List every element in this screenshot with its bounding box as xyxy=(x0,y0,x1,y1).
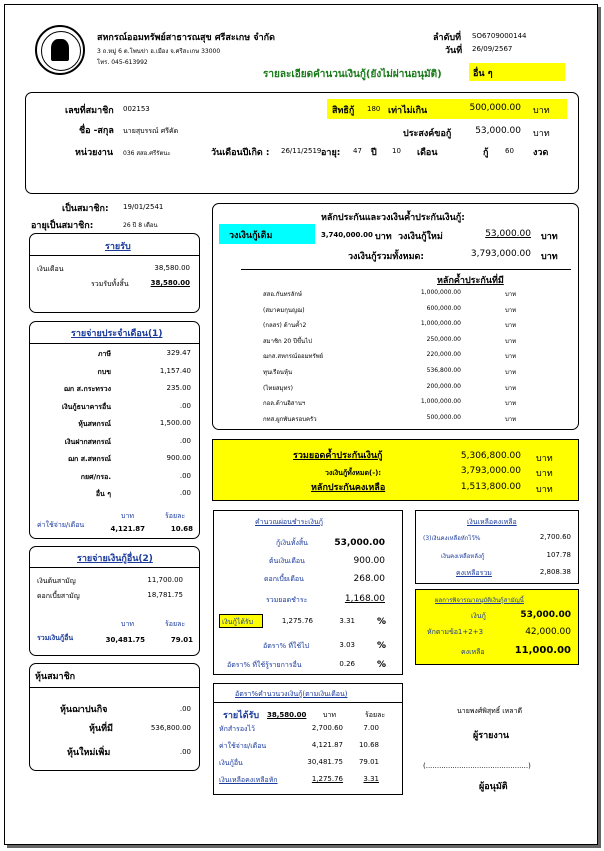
approver-signature-line: (..............................................) xyxy=(423,762,531,770)
right-amount: 500,000.00 xyxy=(469,103,521,113)
shares-owned: 536,800.00 xyxy=(150,724,191,732)
ratio-income-label: รายได้รับ xyxy=(223,711,260,721)
loan-type-badge: อื่น ๆ xyxy=(469,63,565,81)
loan-total-less-label: วงเงินกู้ทั้งหมด(-): xyxy=(325,469,382,477)
ratio-row-pct: 7.00 xyxy=(363,724,379,732)
birth-date: 26/11/2519 xyxy=(281,147,322,155)
guarantee-sum-baht: บาท xyxy=(536,454,553,464)
pct-sign: % xyxy=(377,617,387,627)
cremation-shares-label: หุ้นฌาปนกิจ xyxy=(60,705,108,715)
age-year-unit: ปี xyxy=(371,148,377,158)
shares-owned-label: หุ้นที่มี xyxy=(89,724,113,734)
right-num: 180 xyxy=(367,105,381,113)
divider xyxy=(29,567,200,568)
expense-row-value: .00 xyxy=(179,471,191,480)
periods-unit: งวด xyxy=(533,148,549,158)
loan-periods-label: กู้ xyxy=(483,148,489,158)
shares-title: หุ้นสมาชิก xyxy=(35,672,76,682)
collateral-label: สสอ.กันทรลักษ์ xyxy=(263,291,303,298)
date-value: 26/09/2567 xyxy=(472,45,513,53)
net-reserved: 2,700.60 xyxy=(539,533,571,541)
calc-used: 3.03 xyxy=(339,641,355,649)
total-loan-amount: 3,793,000.00 xyxy=(470,249,531,259)
ratio-row-pct: 10.68 xyxy=(358,741,379,749)
net-reserved-label: (3)เงินคงเหลือหักไว้% xyxy=(423,535,481,542)
pct-sign: % xyxy=(377,660,387,670)
divider xyxy=(213,702,403,703)
expense-row-value: .00 xyxy=(179,489,191,497)
collateral-label: สมาชิก 20 ปีขึ้นไป xyxy=(263,337,312,345)
collateral-value: 1,000,000.00 xyxy=(420,289,461,296)
expense-row-label: กบข xyxy=(97,367,111,376)
expense-title: รายจ่ายประจำเดือน(1) xyxy=(71,329,163,339)
income-total: 38,580.00 xyxy=(150,279,190,287)
new-loan-amount: 53,000.00 xyxy=(485,229,531,239)
expense-sum: 4,121.87 xyxy=(110,525,145,533)
want-amount: 53,000.00 xyxy=(475,126,521,136)
ratio-row-pct: 79.01 xyxy=(358,758,379,766)
expense-row-label: ภาษี xyxy=(97,350,111,358)
expense-pct-header: ร้อยละ xyxy=(165,512,186,520)
expense-row-label: ฌก ส.กระทรวง xyxy=(63,385,111,393)
approver-role: ผู้อนุมัติ xyxy=(479,782,508,792)
ratio-income: 38,580.00 xyxy=(267,711,307,719)
expense-baht-header: บาท xyxy=(121,512,134,520)
ratio-row-value: 30,481.75 xyxy=(307,758,343,766)
approval-loan: 53,000.00 xyxy=(520,610,571,620)
collateral-label: (กลสร) ด้านค้ำ2 xyxy=(263,322,307,330)
membership-age-label: อายุเป็นสมาชิก: xyxy=(31,221,94,231)
member-name: นายสุบรรณ์ ศรีคัด xyxy=(123,127,179,135)
collateral-value: 1,000,000.00 xyxy=(420,320,461,328)
ratio-row-value: 2,700.60 xyxy=(311,724,343,732)
interest-label: ดอกเบี้ยสามัญ xyxy=(37,592,80,600)
old-loan-label: วงเงินกู้เดิม xyxy=(219,224,315,244)
calc-used-label: อัตรา% ที่ใช้ไป xyxy=(263,642,310,650)
cooperative-seal-logo xyxy=(35,25,85,75)
salary-value: 38,580.00 xyxy=(154,264,190,272)
ratio-pct-header: ร้อยละ xyxy=(365,711,386,719)
other-loan-sum: 30,481.75 xyxy=(105,636,145,644)
salary-label: เงินเดือน xyxy=(37,265,64,273)
expense-row-value: 329.47 xyxy=(166,349,191,357)
remaining-value: 1,513,800.00 xyxy=(460,482,521,492)
date-label: วันที่ xyxy=(445,46,463,56)
ratio-row-label: เงินกู้อื่น xyxy=(219,759,243,767)
other-loan-pct-header: ร้อยละ xyxy=(165,620,186,628)
collateral-label: กอล.ด้านอิสานฯ xyxy=(263,400,306,408)
total-loan-baht: บาท xyxy=(541,252,558,262)
collateral-label: ทุนเรือนหุ้น xyxy=(263,369,293,376)
age-month-unit: เดือน xyxy=(417,148,438,158)
unit-label: หน่วยงาน xyxy=(75,148,114,158)
age-label: อายุ: xyxy=(321,148,341,158)
expense-sum-pct: 10.68 xyxy=(170,525,193,533)
approval-deduct: 42,000.00 xyxy=(525,627,571,637)
old-loan-amount: 3,740,000.00 xyxy=(321,231,373,239)
ratio-title: อัตรา%คำนวนวงเงินกู้(ตามเงินเดือน) xyxy=(235,690,348,698)
collateral-label: กทส.ผูกพันครอบครัว xyxy=(263,415,317,423)
name-label: ชื่อ -สกุล xyxy=(79,126,114,136)
since-label: เป็นสมาชิก: xyxy=(62,204,109,214)
loan-calculation-sheet xyxy=(4,4,598,845)
member-unit: 036 สสอ.ศรีรัตนะ xyxy=(123,150,171,157)
expense-row-value: 900.00 xyxy=(166,454,191,462)
principal-value: 11,700.00 xyxy=(147,576,183,584)
divider xyxy=(29,255,200,256)
member-since: 19/01/2541 xyxy=(123,203,164,211)
collateral-baht: บาท xyxy=(505,384,517,392)
expense-row-label: เงินกู้ธนาคารอื่น xyxy=(61,402,111,411)
net-title: เงินเหลือคงเหลือ xyxy=(467,518,517,526)
collateral-label: ฌกส.สหกรณ์ออมทรัพย์ xyxy=(263,353,324,361)
want-label: ประสงค์ขอกู้ xyxy=(403,129,452,139)
expense-row-label: เงินฝากสหกรณ์ xyxy=(64,437,111,446)
right-baht: บาท xyxy=(533,106,550,116)
collateral-title: หลักค้ำประกันที่มี xyxy=(437,276,504,286)
collateral-baht: บาท xyxy=(505,337,517,345)
net-total-label: คงเหลือรวม xyxy=(456,569,492,577)
calc-other: 0.26 xyxy=(339,660,355,668)
right-label: สิทธิกู้ xyxy=(332,106,355,116)
new-shares-label: หุ้นใหม่เพิ่ม xyxy=(67,748,111,758)
member-no: 002153 xyxy=(123,105,150,113)
collateral-baht: บาท xyxy=(505,322,517,330)
old-loan-baht: บาท xyxy=(375,232,392,242)
pct-sign: % xyxy=(377,641,387,651)
divider xyxy=(241,269,571,270)
ratio-baht-header: บาท xyxy=(323,711,336,719)
document-title: รายละเอียดคำนวนเงินกู้(ยังไม่ผ่านอนุมัติ) xyxy=(263,69,442,80)
collateral-value: 220,000.00 xyxy=(426,351,461,359)
interest-value: 18,781.75 xyxy=(147,591,183,599)
age-months: 10 xyxy=(392,147,401,155)
guarantee-title: หลักประกันและวงเงินค้ำประกันเงินกู้: xyxy=(321,213,465,223)
divider xyxy=(29,343,200,344)
expense-row-value: .00 xyxy=(179,436,191,445)
right-mult: เท่าไม่เกิน xyxy=(388,106,428,116)
principal-label: เงินต้นสามัญ xyxy=(37,577,76,585)
guarantee-sum-label: รวมยอดค้ำประกันเงินกู้ xyxy=(293,451,383,461)
collateral-baht: บาท xyxy=(505,353,517,361)
loan-periods: 60 xyxy=(505,147,514,155)
other-loan-title: รายจ่ายเงินกู้อื่น(2) xyxy=(77,554,153,564)
collateral-value: 200,000.00 xyxy=(426,382,461,390)
collateral-baht: บาท xyxy=(505,400,517,408)
other-loan-sum-label: รวมเงินกู้อื่น xyxy=(37,634,74,642)
ratio-row-pct: 3.31 xyxy=(363,775,379,783)
ratio-row-label: หักสำรองไว้ xyxy=(219,725,255,733)
expense-sum-label: ค่าใช้จ่าย/เดือน xyxy=(37,521,85,529)
approval-net: 11,000.00 xyxy=(514,645,571,656)
income-title: รายรับ xyxy=(105,242,131,252)
other-loan-baht-header: บาท xyxy=(121,620,134,628)
calc-pay: 1,168.00 xyxy=(344,594,385,604)
reporter-name: นายพงศ์พิสุทธิ์ เหลาดี xyxy=(457,707,523,715)
member-no-label: เลขที่สมาชิก xyxy=(65,106,114,116)
calc-title: คำนวณผ่อนชำระเงินกู้ xyxy=(255,518,323,526)
income-total-label: รวมรับทั้งสิ้น xyxy=(91,280,129,288)
calc-received: 1,275.76 xyxy=(281,617,313,625)
ratio-row-label: เงินเหลือคงเหลือหัก xyxy=(219,776,278,784)
calc-pay-label: รวมยอดชำระ xyxy=(266,596,308,604)
org-name: สหกรณ์ออมทรัพย์สาธารณสุข ศรีสะเกษ จำกัด xyxy=(97,33,275,43)
loan-total-less-baht: บาท xyxy=(536,469,553,479)
calc-total-label: กู้เงินทั้งสิ้น xyxy=(276,539,308,547)
collateral-value: 250,000.00 xyxy=(426,335,461,343)
expense-row-label: หุ้นสหกรณ์ xyxy=(78,420,111,428)
membership-age: 26 ปี 8 เดือน xyxy=(123,222,158,229)
calc-total: 53,000.00 xyxy=(334,538,385,548)
expense-row-value: 235.00 xyxy=(166,384,191,392)
expense-row-value: 1,500.00 xyxy=(159,419,191,427)
other-loan-sum-pct: 79.01 xyxy=(170,636,193,644)
expense-row-label: ฌก ส.สหกรณ์ xyxy=(68,455,111,463)
cremation-shares: .00 xyxy=(179,705,191,713)
collateral-baht: บาท xyxy=(505,415,517,423)
expense-row-value: 1,157.40 xyxy=(159,366,191,375)
guarantee-sum: 5,306,800.00 xyxy=(460,451,521,461)
total-loan-label: วงเงินกู้รวมทั้งหมด: xyxy=(348,252,424,262)
remaining-baht: บาท xyxy=(536,485,553,495)
collateral-baht: บาท xyxy=(505,291,517,298)
calc-received-label: เงินกู้ได้รับ xyxy=(219,614,263,628)
collateral-baht: บาท xyxy=(505,369,517,376)
net-after: 107.78 xyxy=(546,551,571,559)
age-years: 47 xyxy=(353,147,362,155)
expense-row-label: อื่น ๆ xyxy=(95,490,111,498)
expense-row-value: .00 xyxy=(179,401,191,410)
new-loan-baht: บาท xyxy=(541,232,558,242)
calc-interest: 268.00 xyxy=(353,574,385,584)
new-shares: .00 xyxy=(179,748,191,756)
ratio-row-value: 4,121.87 xyxy=(311,741,343,749)
org-phone: โทร. 045-613992 xyxy=(97,59,148,66)
approval-deduct-label: หักตามข้อ1+2+3 xyxy=(427,628,484,636)
calc-received-pct: 3.31 xyxy=(339,617,355,625)
org-address: 3 ถ.หมู่ 6 ต.โพนข่า อ.เมือง จ.ศรีสะเกษ 33000 xyxy=(97,48,221,55)
ratio-row-value: 1,275.76 xyxy=(311,775,343,783)
net-after-label: เงินคงเหลือหลังกู้ xyxy=(441,553,485,560)
expense-row-label: กยศ/กรอ. xyxy=(80,472,111,481)
approval-title: ผลการพิจารณาอนุมัติเงินกู้สามัญนี้ xyxy=(435,597,524,604)
ratio-row-label: ค่าใช้จ่าย/เดือน xyxy=(219,742,267,750)
collateral-value: 536,800.00 xyxy=(426,367,461,374)
calc-principal-label: ต้นเงินเดือน xyxy=(269,557,305,565)
calc-other-label: อัตรา% ที่ใช้รู้รายการอื่น xyxy=(227,661,302,669)
loan-right-highlight xyxy=(327,99,567,119)
collateral-value: 500,000.00 xyxy=(426,413,461,421)
seq-label: ลำดับที่ xyxy=(433,33,462,43)
net-total: 2,808.38 xyxy=(539,568,571,576)
calc-interest-label: ดอกเบี้ยเดือน xyxy=(264,575,304,583)
collateral-label: (สมาคมกุนญฌ) xyxy=(263,306,305,314)
summary-box xyxy=(212,439,579,501)
divider xyxy=(29,687,200,688)
collateral-value: 600,000.00 xyxy=(426,304,461,312)
seq-value: SO6709000144 xyxy=(472,32,527,40)
remaining-label: หลักประกันคงเหลือ xyxy=(311,483,386,493)
loan-total-less: 3,793,000.00 xyxy=(460,466,521,476)
reporter-role: ผู้รายงาน xyxy=(473,731,510,741)
approval-loan-label: เงินกู้ xyxy=(471,612,486,620)
want-baht: บาท xyxy=(533,129,550,139)
new-loan-label: วงเงินกู้ใหม่ xyxy=(398,232,443,242)
calc-principal: 900.00 xyxy=(353,556,385,566)
collateral-baht: บาท xyxy=(505,306,517,314)
approval-net-label: คงเหลือ xyxy=(461,648,485,656)
birth-label: วันเดือนปีเกิด : xyxy=(211,148,270,158)
collateral-value: 1,000,000.00 xyxy=(420,398,461,406)
collateral-label: (ไทยสมุทร) xyxy=(263,384,293,392)
